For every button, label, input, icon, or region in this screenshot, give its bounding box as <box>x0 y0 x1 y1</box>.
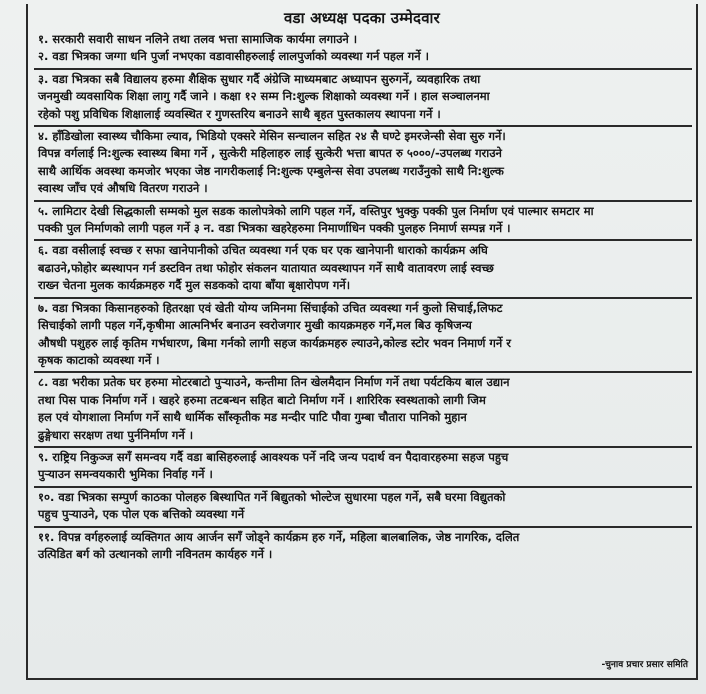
list-item: ११. विपन्न वर्गहरुलाई व्यक्तिगत आय आर्जन सगँ जोड्ने कार्यक्रम हरु गर्ने, महिला बालबालिक, जेष्ठ नागरिक, दलित उत्पिडित बर्ग को उत्थानको लागी नविनतम कार्यहरु गर्ने । <box>34 526 692 566</box>
manifesto-frame <box>26 4 698 680</box>
list-item: ८. वडा भरीका प्रतेक घर हरुमा मोटरबाटो पुऱ्याउने, कन्तीमा तिन खेलमैदान निर्माण गर्ने तथा पर्यटकिय बाल उद्यान तथा पिस पाक निर्माण गर्ने । खहरे हरुमा तटबन्धन सहित बाटो निर्माण गर्ने । शारिरिक स्वस्थताको लागी जिम हल एवं योगशाला निर्माण गर्ने साथै धार्मिक साँस्कृतीक मड मन्दीर पाटि पौवा गुम्बा चौतारा पानिको मुहान ढुङ्गेधारा सरक्षण तथा पुर्ननिर्माण गर्ने । <box>34 371 692 446</box>
list-item: ७. वडा भित्रका किसानहरुको हितरक्षा एवं खेती योग्य जमिनमा सिंचाईको उचित व्यवस्था गर्न कुलो सिचाई,लिफट सिचाईको लागी पहल गर्ने,कृषीमा आत्मनिर्भर बनाउन स्वरोजगार मुखी कायक्रमहरु गर्ने,मल बिउ कृषिजन्य औषधी पशुहरु लाई कृतिम गर्भधारण, बिमा गर्नको लागी सहज कार्यक्रमहरु ल्याउने,कोल्ड स्टोर भवन निमार्ण गर्ने र कृषक काटाको व्यवस्था गर्ने । <box>34 297 692 372</box>
list-item: ९. राष्ट्रिय निकुञ्ज सगँ समन्वय गर्दै वडा बासिहरुलाई आवश्यक पर्ने नदि जन्य पदार्थ वन पैदावारहरुमा सहज पहुच पुऱ्याउन समन्वयकारी भुमिका निर्वाह गर्ने । <box>34 446 692 486</box>
list-item: १. सरकारी सवारी साधन नलिने तथा तलव भत्ता सामाजिक कार्यमा लगाउने । २. वडा भित्रका जग्गा धनि पुर्जा नभएका वडावासीहरुलाई लालपुर्जाको व्यवस्था गर्न पहल गर्ने । <box>38 32 430 64</box>
list-item: १०. वडा भित्रका सम्पुर्ण काठका पोलहरु बिस्थापित गर्ने बिद्युतको भोल्टेज सुधारमा पहल गर्ने, सबै घरमा विद्युतको पहुच पुऱ्याउने, एक पोल एक बत्तिको व्यवस्था गर्ने <box>34 486 692 526</box>
list-item: ४. हाँडिखोला स्वास्थ्य चौकिमा ल्याव, भिडियो एक्सरे मेसिन सन्चालन सहित २४ सै घण्टे इमरजेन्सी सेवा सुरु गर्ने। विपन्न वर्गलाई नि:शुल्क स्वास्थ्य बिमा गर्ने , सुत्केरी महिलाहरु लाई सुत्केरी भत्ता बापत रु ५०००/-उपलब्ध गराउने साथै आर्थिक अवस्था कमजोर भएका जेष्ठ नागरीकलाई नि:शुल्क एम्बुलेन्स सेवा उपलब्ध गराउँनुको साथै नि:शुल्क स्वास्थ जाँच एवं औषधि वितरण गराउने । <box>34 125 692 200</box>
list-item: ६. वडा वसीलाई स्वच्छ र सफा खानेपानीको उचित व्यवस्था गर्न एक घर एक खानेपानी धाराको कार्यक्रम अघि बढाउने,फोहोर ब्यस्थापन गर्न डस्टविन तथा फोहोर संकलन यातायात व्यवस्थापन गर्ने साथै वातावरण लाई स्वच्छ राख्न चेतना मुलक कार्यक्रमहरु गर्दै मुल सडकको दाया बाँया बृक्षारोपण गर्ने। <box>34 239 692 296</box>
manifesto-list <box>34 30 692 565</box>
footer-signature: -चुनाव प्रचार प्रसार समिति <box>601 660 688 670</box>
list-item: ५. लामिटार देखी सिद्धकाली सम्मको मुल सडक कालोपत्रेको लागि पहल गर्ने, वस्तिपुर भुक्कु पक्की पुल निर्माण एवं पाल्मार समटार मा पक्की पुल निर्माणको लागी पहल गर्ने ३ न. वडा भित्रका खहरेहरुमा निमार्णाधिन पक्की पुलहरु निमार्ण सम्पन्न गर्ने । <box>34 200 692 240</box>
list-item: ३. वडा भित्रका सबै विद्यालय हरुमा शैक्षिक सुधार गर्दै अंग्रेजि माध्यमबाट अध्यापन सुरुगर्ने, व्यवहारिक तथा जनमुखी व्यवसायिक शिक्षा लागु गर्दै जाने । कक्षा १२ सम्म नि:शुल्क शिक्षाको व्यवस्था गर्ने । हाल सञ्चालनमा रहेको पशु प्रविधिक शिक्षालाई व्यवस्थित र गुणस्तरिय बनाउने साथै बृहत पुस्तकालय स्थापना गर्ने । <box>34 68 692 125</box>
page-title: वडा अध्यक्ष पदका उम्मेदवार <box>284 9 440 27</box>
